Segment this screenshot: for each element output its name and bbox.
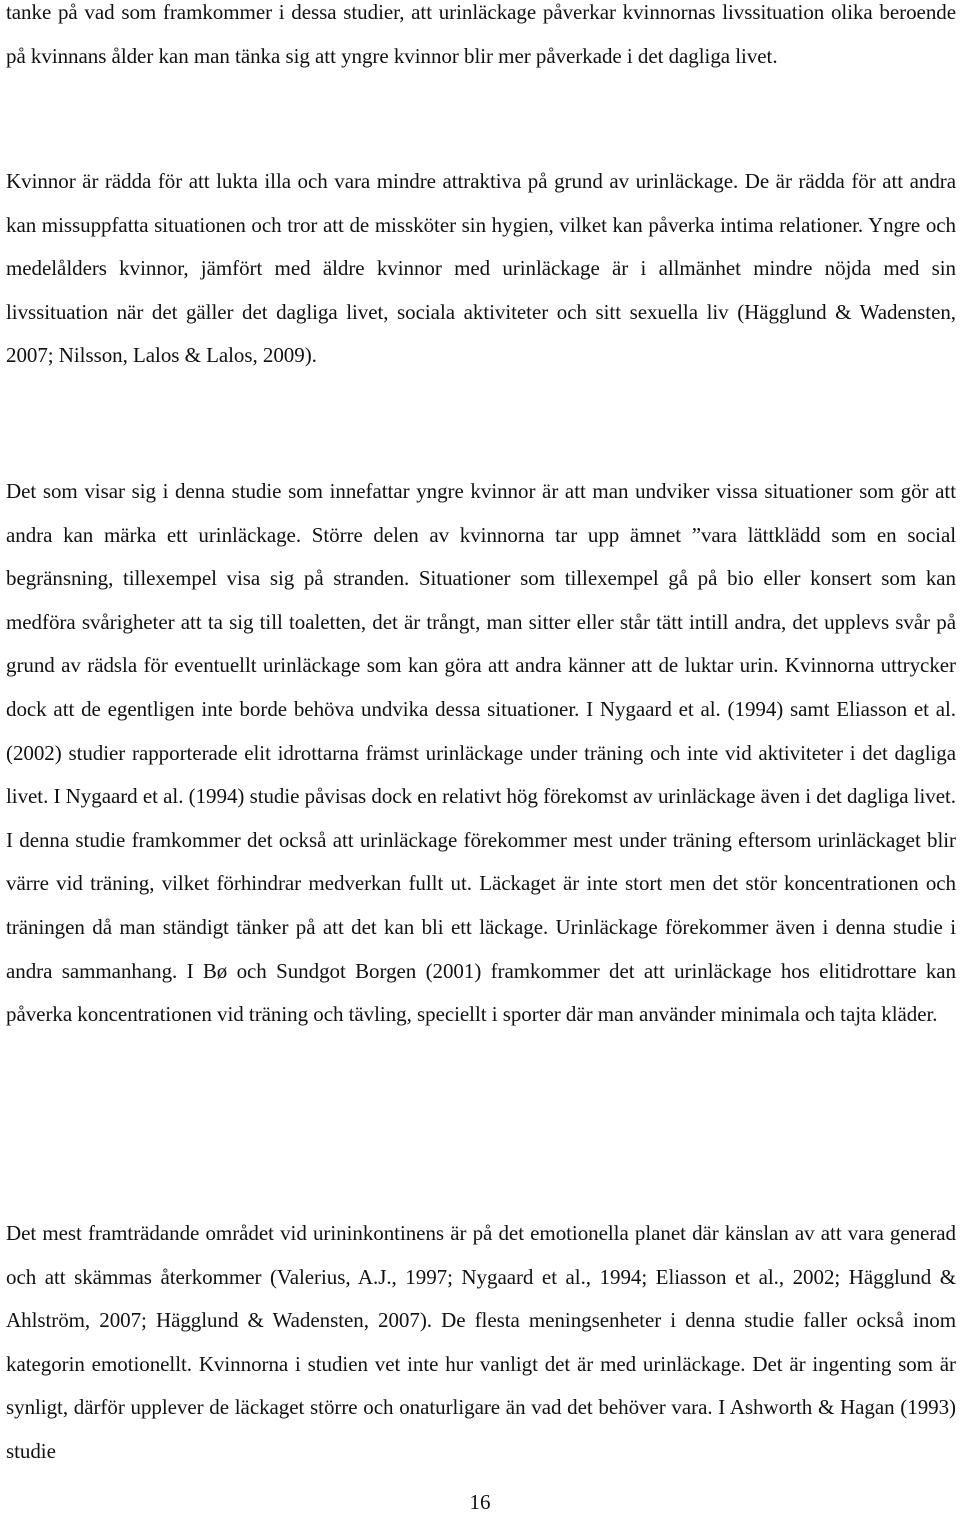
paragraph-1: tanke på vad som framkommer i dessa studier, att urinläckage påverkar kvinnornas livssituation olika beroende på kvinnans ålder kan man tänka sig att yngre kvinnor blir mer påverkade i det dagliga livet. [6,0,956,68]
paragraph-4: Det mest framträdande området vid urininkontinens är på det emotionella planet där känslan av att vara generad och att skämmas återkommer (Valerius, A.J., 1997; Nygaard et al., 1994; Eliasson et al., 2002; Hägglund & Ahlström, 2007; Hägglund & Wadensten, 2007). De flesta meningsenheter i denna studie faller också inom kategorin emotionellt. Kvinnorna i studien vet inte hur vanligt det är med urinläckage. Det är ingenting som är synligt, därför upplever de läckaget större och onaturligare än vad det behöver vara. I Ashworth & Hagan (1993) studie [6,1221,956,1463]
paragraph-2: Kvinnor är rädda för att lukta illa och vara mindre attraktiva på grund av urinläckage. De är rädda för att andra kan missuppfatta situationen och tror att de missköter sin hygien, vilket kan påverka intima relationer. Yngre och medelålders kvinnor, jämfört med äldre kvinnor med urinläckage är i allmänhet mindre nöjda med sin livssituation när det gäller det dagliga livet, sociala aktiviteter och sitt sexuella liv (Hägglund & Wadensten, 2007; Nilsson, Lalos & Lalos, 2009). [6,169,956,368]
page-number: 16 [469,1490,491,1514]
paragraph-3: Det som visar sig i denna studie som innefattar yngre kvinnor är att man undviker vissa situationer som gör att andra kan märka ett urinläckage. Större delen av kvinnorna tar upp ämnet ”vara lättklädd som en social begränsning, tillexempel visa sig på stranden. Situationer som tillexempel gå på bio eller konsert som kan medföra svårigheter att ta sig till toaletten, det är trångt, man sitter eller står tätt intill andra, det upplevs svår på grund av rädsla för eventuellt urinläckage som kan göra att andra känner att de luktar urin. Kvinnorna uttrycker dock att de egentligen inte borde behöva undvika dessa situationer. I Nygaard et al. (1994) samt Eliasson et al. (2002) studier rapporterade elit idrottarna främst urinläckage under träning och inte vid aktiviteter i det dagliga livet. I Nygaard et al. (1994) studie påvisas dock en relativt hög förekomst av urinläckage även i det dagliga livet. I denna studie framkommer det också att urinläckage förekommer mest under träning eftersom urinläckaget blir värre vid träning, vilket förhindrar medverkan fullt ut. Läckaget är inte stort men det stör koncentrationen och träningen då man ständigt tänker på att det kan bli ett läckage. Urinläckage förekommer även i denna studie i andra sammanhang. I Bø och Sundgot Borgen (2001) framkommer det att urinläckage hos elitidrottare kan påverka koncentrationen vid träning och tävling, speciellt i sporter där man använder minimala och tajta kläder. [6,479,956,1027]
